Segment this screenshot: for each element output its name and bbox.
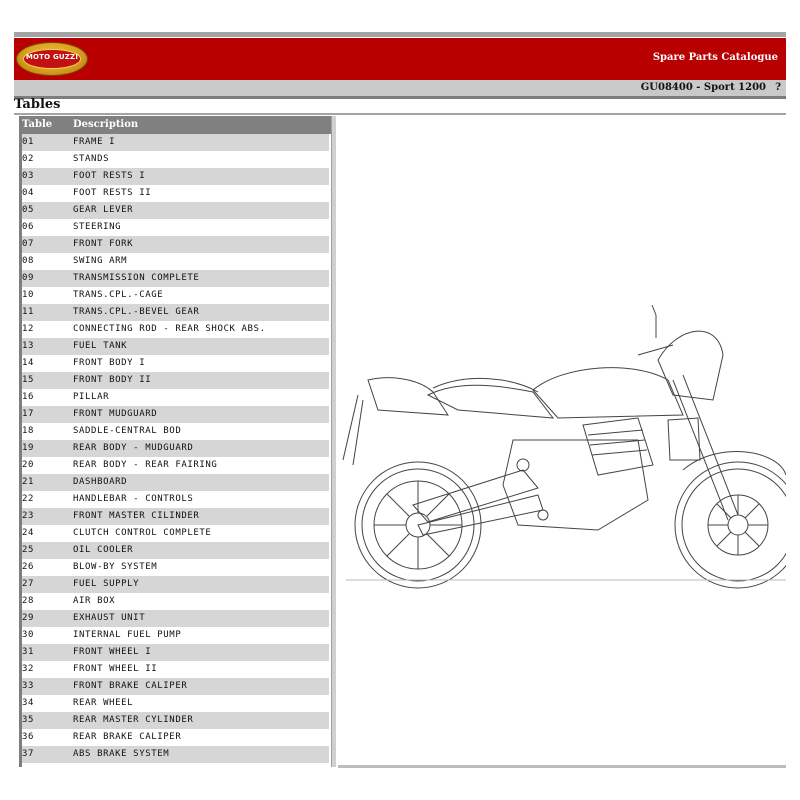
- table-row[interactable]: [22, 270, 329, 287]
- table-row[interactable]: [22, 593, 329, 610]
- table-description-cell: TRANS.CPL.-CAGE: [73, 290, 164, 300]
- table-row[interactable]: [22, 746, 329, 763]
- table-description-cell: REAR MASTER CYLINDER: [73, 715, 194, 725]
- table-number-cell: 22: [22, 494, 35, 504]
- table-number-cell: 07: [22, 239, 35, 249]
- moto-guzzi-logo[interactable]: [16, 42, 88, 76]
- table-row[interactable]: [22, 423, 329, 440]
- table-row[interactable]: [22, 440, 329, 457]
- table-description-cell: INTERNAL FUEL PUMP: [73, 630, 182, 640]
- table-description-cell: FRONT BRAKE CALIPER: [73, 681, 188, 691]
- table-number-cell: 26: [22, 562, 35, 572]
- table-row[interactable]: [22, 202, 329, 219]
- table-description-cell: FRONT BODY II: [73, 375, 152, 385]
- table-description-cell: PILLAR: [73, 392, 110, 402]
- table-description-cell: REAR WHEEL: [73, 698, 134, 708]
- table-row[interactable]: [22, 253, 329, 270]
- table-row[interactable]: [22, 236, 329, 253]
- table-number-cell: 13: [22, 341, 35, 351]
- table-number-cell: 10: [22, 290, 35, 300]
- table-number-cell: 09: [22, 273, 35, 283]
- table-row[interactable]: [22, 406, 329, 423]
- table-body: [22, 134, 329, 763]
- table-row[interactable]: [22, 576, 329, 593]
- help-icon[interactable]: ?: [775, 82, 781, 93]
- table-number-cell: 12: [22, 324, 35, 334]
- table-number-cell: 21: [22, 477, 35, 487]
- header-separator: [14, 96, 786, 99]
- table-description-cell: ABS BRAKE SYSTEM: [73, 749, 170, 759]
- table-number-cell: 04: [22, 188, 35, 198]
- table-row[interactable]: [22, 712, 329, 729]
- table-number-cell: 31: [22, 647, 35, 657]
- tables-list: [19, 116, 334, 767]
- table-description-cell: FRONT FORK: [73, 239, 134, 249]
- table-row[interactable]: [22, 389, 329, 406]
- table-number-cell: 02: [22, 154, 35, 164]
- table-row[interactable]: [22, 321, 329, 338]
- list-scrollbar[interactable]: [331, 116, 336, 767]
- table-row[interactable]: [22, 627, 329, 644]
- table-number-cell: 24: [22, 528, 35, 538]
- table-number-cell: 34: [22, 698, 35, 708]
- table-description-cell: CLUTCH CONTROL COMPLETE: [73, 528, 212, 538]
- table-description-cell: STEERING: [73, 222, 122, 232]
- table-number-cell: 17: [22, 409, 35, 419]
- table-description-cell: GEAR LEVER: [73, 205, 134, 215]
- table-description-cell: FRONT MASTER CILINDER: [73, 511, 200, 521]
- table-row[interactable]: [22, 508, 329, 525]
- table-row[interactable]: [22, 661, 329, 678]
- table-description-cell: HANDLEBAR - CONTROLS: [73, 494, 194, 504]
- table-description-cell: REAR BRAKE CALIPER: [73, 732, 182, 742]
- table-row[interactable]: [22, 695, 329, 712]
- table-description-cell: FRONT WHEEL II: [73, 664, 158, 674]
- section-title: Tables: [14, 97, 61, 112]
- table-row[interactable]: [22, 474, 329, 491]
- table-number-cell: 37: [22, 749, 35, 759]
- table-description-cell: FOOT RESTS I: [73, 171, 146, 181]
- table-description-cell: FRONT MUDGUARD: [73, 409, 158, 419]
- column-header-table[interactable]: Table: [22, 119, 53, 130]
- table-description-cell: FUEL SUPPLY: [73, 579, 140, 589]
- table-number-cell: 06: [22, 222, 35, 232]
- table-number-cell: 08: [22, 256, 35, 266]
- table-description-cell: TRANSMISSION COMPLETE: [73, 273, 200, 283]
- content-bottom-rule: [338, 765, 786, 768]
- table-header: [22, 116, 333, 134]
- table-row[interactable]: [22, 372, 329, 389]
- table-number-cell: 30: [22, 630, 35, 640]
- table-number-cell: 01: [22, 137, 35, 147]
- table-number-cell: 35: [22, 715, 35, 725]
- table-number-cell: 36: [22, 732, 35, 742]
- table-description-cell: REAR BODY - MUDGUARD: [73, 443, 194, 453]
- column-header-description[interactable]: Description: [73, 119, 139, 130]
- table-number-cell: 32: [22, 664, 35, 674]
- motorcycle-illustration: [338, 300, 786, 590]
- table-number-cell: 05: [22, 205, 35, 215]
- table-number-cell: 19: [22, 443, 35, 453]
- table-description-cell: FRONT BODY I: [73, 358, 146, 368]
- table-row[interactable]: [22, 525, 329, 542]
- table-row[interactable]: [22, 729, 329, 746]
- app-title: Spare Parts Catalogue: [652, 52, 778, 63]
- table-number-cell: 11: [22, 307, 35, 317]
- table-row[interactable]: [22, 168, 329, 185]
- table-description-cell: REAR BODY - REAR FAIRING: [73, 460, 218, 470]
- table-description-cell: FRAME I: [73, 137, 116, 147]
- table-number-cell: 25: [22, 545, 35, 555]
- table-row[interactable]: [22, 338, 329, 355]
- table-number-cell: 28: [22, 596, 35, 606]
- top-border: [14, 32, 786, 37]
- table-row[interactable]: [22, 542, 329, 559]
- table-description-cell: DASHBOARD: [73, 477, 128, 487]
- table-description-cell: SWING ARM: [73, 256, 128, 266]
- table-description-cell: TRANS.CPL.-BEVEL GEAR: [73, 307, 200, 317]
- table-description-cell: AIR BOX: [73, 596, 116, 606]
- table-row[interactable]: [22, 355, 329, 372]
- table-number-cell: 16: [22, 392, 35, 402]
- table-row[interactable]: [22, 151, 329, 168]
- table-description-cell: OIL COOLER: [73, 545, 134, 555]
- table-number-cell: 14: [22, 358, 35, 368]
- table-number-cell: 27: [22, 579, 35, 589]
- table-number-cell: 15: [22, 375, 35, 385]
- motorcycle-drawing: [338, 300, 786, 590]
- table-number-cell: 23: [22, 511, 35, 521]
- table-number-cell: 18: [22, 426, 35, 436]
- table-row[interactable]: [22, 559, 329, 576]
- table-description-cell: SADDLE-CENTRAL BOD: [73, 426, 182, 436]
- table-description-cell: EXHAUST UNIT: [73, 613, 146, 623]
- table-row[interactable]: [22, 491, 329, 508]
- table-description-cell: STANDS: [73, 154, 110, 164]
- front-tire: [675, 462, 786, 588]
- table-row[interactable]: [22, 185, 329, 202]
- table-number-cell: 03: [22, 171, 35, 181]
- table-row[interactable]: [22, 219, 329, 236]
- table-row[interactable]: [22, 287, 329, 304]
- table-row[interactable]: [22, 644, 329, 661]
- table-row[interactable]: [22, 134, 329, 151]
- table-row[interactable]: [22, 610, 329, 627]
- logo-text: MOTO GUZZI: [25, 53, 79, 61]
- table-description-cell: CONNECTING ROD - REAR SHOCK ABS.: [73, 324, 266, 334]
- section-divider: [14, 113, 786, 115]
- table-description-cell: FRONT WHEEL I: [73, 647, 152, 657]
- table-number-cell: 29: [22, 613, 35, 623]
- table-row[interactable]: [22, 304, 329, 321]
- table-description-cell: FOOT RESTS II: [73, 188, 152, 198]
- model-label: GU08400 - Sport 1200: [640, 82, 766, 93]
- table-description-cell: FUEL TANK: [73, 341, 128, 351]
- table-row[interactable]: [22, 678, 329, 695]
- table-number-cell: 33: [22, 681, 35, 691]
- table-description-cell: BLOW-BY SYSTEM: [73, 562, 158, 572]
- table-number-cell: 20: [22, 460, 35, 470]
- table-row[interactable]: [22, 457, 329, 474]
